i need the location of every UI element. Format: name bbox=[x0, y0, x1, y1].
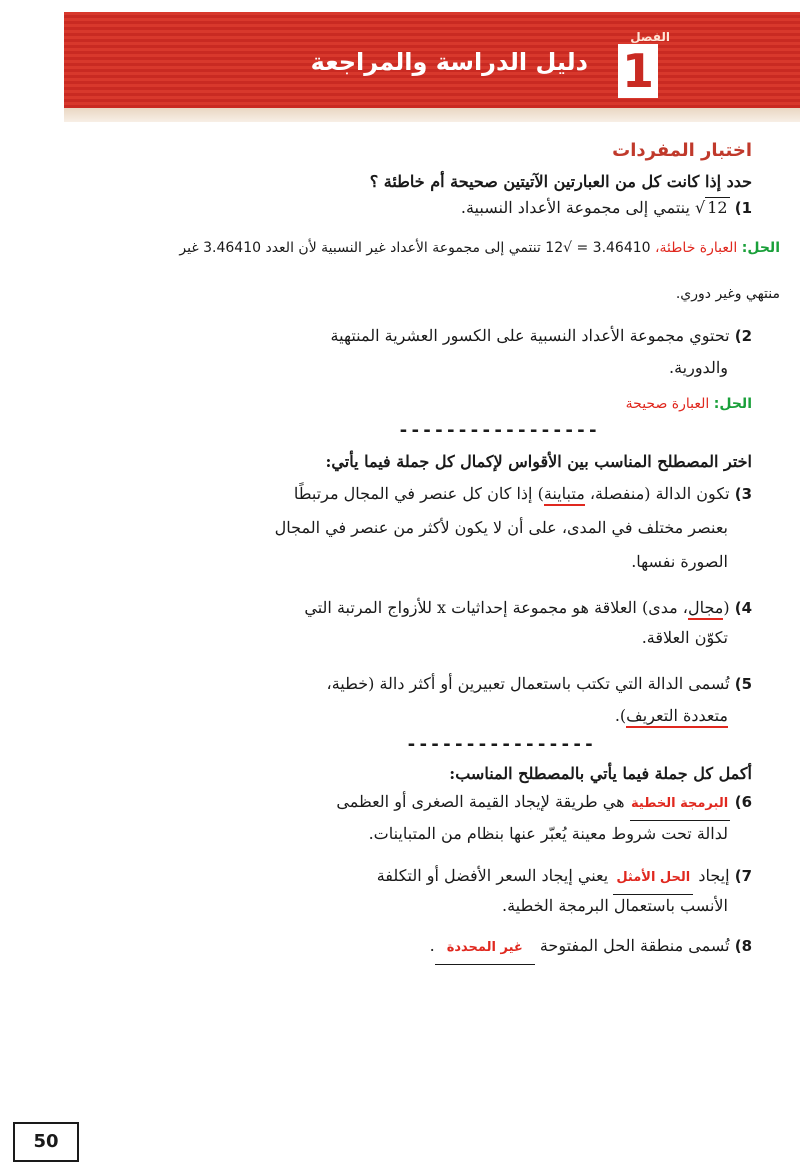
answer-underlined: متباينة bbox=[544, 484, 585, 506]
solution-text: 3.46410 = √12 تنتمي إلى مجموعة الأعداد غير النسبية لأن العدد 3.46410 غير bbox=[179, 240, 651, 256]
question-text: إيجاد bbox=[698, 866, 730, 885]
question-7-line2: الأنسب باستعمال البرمجة الخطية. bbox=[501, 896, 728, 915]
question-number: 3) bbox=[734, 485, 752, 503]
question-text: ) إذا كان كل عنصر في المجال مرتبطًا bbox=[293, 484, 544, 503]
answer-text: الحل الأمثل bbox=[616, 870, 691, 885]
question-number: 7) bbox=[734, 867, 752, 885]
question-6-line2: لدالة تحت شروط معينة يُعبّر عنها بنظام من المتباينات. bbox=[368, 824, 728, 843]
question-1 bbox=[461, 192, 752, 224]
question-number: 4) bbox=[734, 599, 752, 617]
page-title: دليل الدراسة والمراجعة bbox=[310, 48, 588, 76]
question-text: تحتوي مجموعة الأعداد النسبية على الكسور العشرية المنتهية bbox=[330, 326, 730, 345]
chapter-number: 1 bbox=[618, 44, 658, 98]
question-text: ( bbox=[723, 598, 730, 617]
question-3-line3: الصورة نفسها. bbox=[631, 552, 728, 571]
answer-underlined: مجال bbox=[688, 598, 723, 620]
question-2-line2: والدورية. bbox=[668, 358, 728, 377]
question-text: تُسمى الدالة التي تكتب باستعمال تعبيرين أو أكثر دالة (خطية، bbox=[326, 674, 730, 693]
question-text: يعني إيجاد السعر الأفضل أو التكلفة bbox=[376, 866, 609, 885]
question-number: 1) bbox=[734, 199, 752, 217]
question-text: تكون الدالة (منفصلة، bbox=[584, 484, 730, 503]
question-number: 2) bbox=[734, 327, 752, 345]
question-text: ). bbox=[614, 706, 627, 725]
solution-2 bbox=[626, 396, 752, 412]
question-text: تُسمى منطقة الحل المفتوحة bbox=[539, 936, 730, 955]
section1-instruction: حدد إذا كانت كل من العبارتين الآتيتين صحيحة أم خاطئة ؟ bbox=[369, 172, 752, 191]
answer-blank bbox=[435, 930, 535, 965]
question-text: هي طريقة لإيجاد القيمة الصغرى أو العظمى bbox=[336, 792, 625, 811]
question-number: 8) bbox=[734, 937, 752, 955]
divider: ---------------- bbox=[406, 734, 596, 755]
question-6 bbox=[336, 786, 752, 821]
solution-label: الحل: bbox=[741, 240, 780, 256]
section3-instruction: أكمل كل جملة فيما يأتي بالمصطلح المناسب: bbox=[449, 764, 752, 783]
divider: ----------------- bbox=[398, 420, 600, 441]
sqrt-expression: √ 12 bbox=[695, 198, 728, 217]
question-text: ينتمي إلى مجموعة الأعداد النسبية. bbox=[460, 198, 690, 217]
question-8 bbox=[430, 930, 752, 965]
section2-instruction: اختر المصطلح المناسب بين الأقواس لإكمال كل جملة فيما يأتي: bbox=[325, 452, 752, 471]
question-number: 5) bbox=[734, 675, 752, 693]
question-4 bbox=[304, 592, 752, 624]
question-3 bbox=[294, 478, 752, 510]
answer-underlined: متعددة التعريف bbox=[626, 706, 728, 728]
section-heading-vocabulary: اختبار المفردات bbox=[612, 140, 752, 161]
solution-verdict: العبارة صحيحة bbox=[625, 396, 710, 412]
answer-text: البرمجة الخطية bbox=[631, 796, 729, 811]
question-3-line2: بعنصر مختلف في المدى، على أن لا يكون لأكثر من عنصر في المجال bbox=[274, 518, 728, 537]
solution-1-line2: منتهي وغير دوري. bbox=[675, 286, 780, 302]
solution-verdict: العبارة خاطئة، bbox=[655, 240, 738, 256]
question-5-line2 bbox=[615, 700, 728, 732]
chapter-badge bbox=[612, 30, 670, 100]
banner-shadow bbox=[64, 108, 800, 122]
question-number: 6) bbox=[734, 793, 752, 811]
page-number: 50 bbox=[13, 1122, 79, 1162]
answer-text: غير المحددة bbox=[446, 940, 523, 955]
answer-blank bbox=[630, 786, 730, 821]
question-text: . bbox=[429, 936, 435, 955]
solution-label: الحل: bbox=[713, 396, 752, 412]
question-2 bbox=[331, 320, 752, 352]
solution-1 bbox=[20, 240, 780, 256]
chapter-label: الفصل bbox=[630, 30, 670, 44]
question-text: ، مدى) العلاقة هو مجموعة إحداثيات x للأزواج المرتبة التي bbox=[304, 598, 688, 617]
question-5 bbox=[327, 668, 752, 700]
question-4-line2: تكوّن العلاقة. bbox=[641, 628, 728, 647]
